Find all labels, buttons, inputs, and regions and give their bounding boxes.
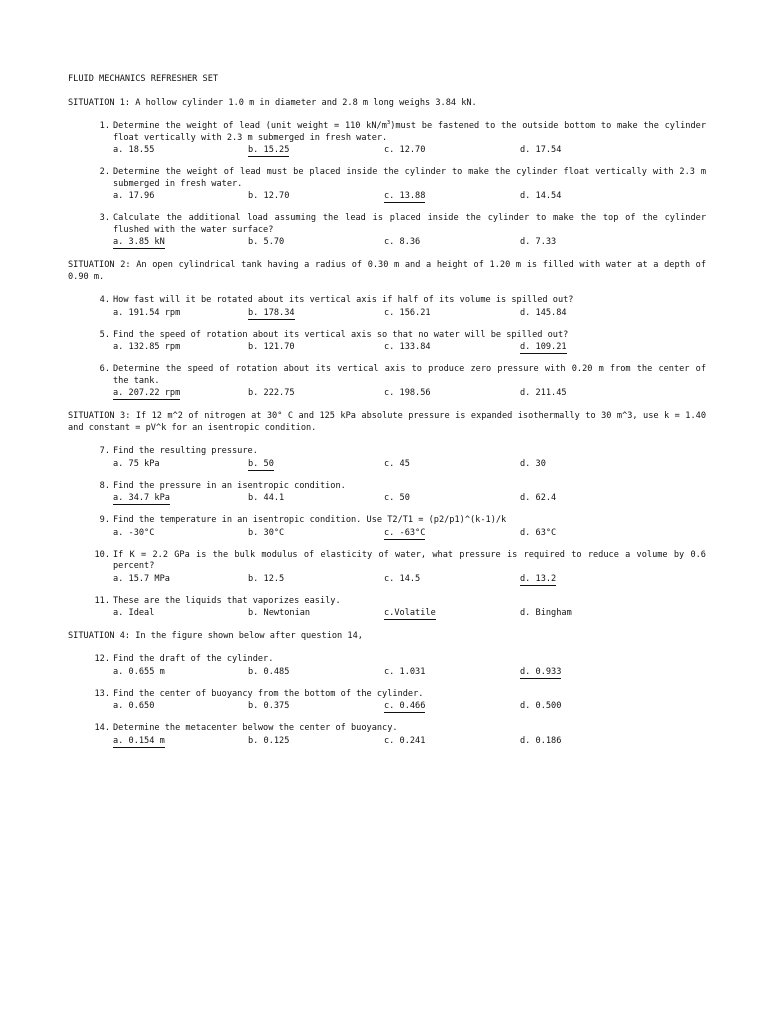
question-item (68, 723, 706, 747)
answer-choice: d. 211.45 (520, 388, 567, 398)
correct-answer-choice: c.Volatile (384, 608, 436, 618)
question-text: Determine the weight of lead must be placed inside the cylinder to make the cylinder float vertically with 2.3 m submerged in fresh water. (113, 167, 706, 189)
correct-answer-choice: d. 109.21 (520, 342, 567, 352)
question-text: Determine the speed of rotation about its vertical axis to produce zero pressure with 0.20 m from the center of the tank. (113, 364, 706, 386)
answer-choice: c. 50 (384, 493, 410, 503)
question-number: 1. (99, 121, 110, 131)
question-text: Find the temperature in an isentropic condition. Use T2/T1 = (p2/p1)^(k-1)/k (113, 515, 507, 525)
answer-choice: a. 0.650 (113, 701, 155, 711)
answer-choice: a. 18.55 (113, 145, 155, 155)
answer-choices (113, 666, 706, 678)
answer-choice: a. 191.54 rpm (113, 307, 181, 318)
question-number: 7. (99, 446, 110, 456)
answer-choice: b. 30°C (248, 527, 285, 538)
answer-choice: c. 0.241 (384, 735, 426, 746)
question-number: 2. (99, 167, 110, 177)
answer-choice: a. 132.85 rpm (113, 342, 181, 352)
answer-choice: b. 121.70 (248, 342, 295, 352)
question-number: 5. (99, 329, 110, 340)
document-body (68, 97, 706, 747)
question-text: How fast will it be rotated about its vertical axis if half of its volume is spilled out? (113, 295, 574, 305)
answer-choice: a. 75 kPa (113, 458, 160, 469)
answer-choice: c. 45 (384, 458, 410, 469)
answer-choice: c. 133.84 (384, 342, 431, 352)
answer-choice: b. 5.70 (248, 237, 285, 247)
answer-choice: b. 0.125 (248, 735, 290, 746)
correct-answer-choice: d. 13.2 (520, 573, 557, 584)
question-number: 14. (94, 723, 110, 733)
correct-answer-choice: a. 3.85 kN (113, 237, 165, 247)
question-item (68, 213, 706, 248)
question-number: 8. (99, 480, 110, 491)
answer-choices (113, 190, 706, 202)
question-item (68, 446, 706, 470)
correct-answer-choice: d. 0.933 (520, 666, 562, 677)
answer-choice: d. 14.54 (520, 191, 562, 201)
answer-choices (113, 607, 706, 619)
question-item (68, 481, 706, 505)
answer-choice: d. 63°C (520, 527, 557, 538)
answer-choices (113, 527, 706, 539)
correct-answer-choice: a. 34.7 kPa (113, 493, 170, 503)
answer-choice: a. Ideal (113, 608, 155, 618)
correct-answer-choice: b. 50 (248, 458, 274, 469)
answer-choice: b. Newtonian (248, 608, 311, 618)
question-item (68, 596, 706, 620)
answer-choice: a. 15.7 MPa (113, 573, 170, 584)
document-page (68, 73, 706, 747)
answer-choices (113, 387, 706, 399)
answer-choice: c. 14.5 (384, 573, 421, 584)
question-text: Find the pressure in an isentropic condition. (113, 480, 346, 491)
answer-choice: d. Bingham (520, 608, 572, 618)
answer-choices (113, 700, 706, 712)
answer-choice: c. 198.56 (384, 388, 431, 398)
question-number: 4. (99, 295, 110, 305)
answer-choice: b. 0.375 (248, 701, 290, 711)
answer-choice: c. 1.031 (384, 666, 426, 677)
answer-choices (113, 735, 706, 747)
question-text: Find the draft of the cylinder. (113, 654, 274, 664)
question-number: 3. (99, 213, 110, 223)
correct-answer-choice: a. 0.154 m (113, 735, 165, 746)
question-item (68, 330, 706, 354)
answer-choices (113, 341, 706, 353)
answer-choice: d. 17.54 (520, 145, 562, 155)
answer-choices (113, 144, 706, 156)
answer-choice: a. -30°C (113, 527, 155, 538)
answer-choice: b. 0.485 (248, 666, 290, 677)
question-item (68, 121, 706, 156)
question-item (68, 295, 706, 319)
question-text: If K = 2.2 GPa is the bulk modulus of elasticity of water, what pressure is required to reduce a volume by 0.6 percent? (113, 549, 706, 571)
question-text: Calculate the additional load assuming the lead is placed inside the cylinder to make the top of the cylinder flushed with the water surface? (113, 213, 706, 235)
question-item (68, 550, 706, 585)
answer-choice: d. 0.186 (520, 735, 562, 746)
situation-heading: SITUATION 4: In the figure shown below after question 14, (68, 631, 363, 641)
document-title: FLUID MECHANICS REFRESHER SET (68, 74, 219, 84)
question-number: 12. (94, 654, 110, 664)
answer-choices (113, 573, 706, 585)
question-item (68, 689, 706, 713)
correct-answer-choice: c. -63°C (384, 527, 426, 538)
answer-choices (113, 458, 706, 470)
question-number: 11. (94, 595, 110, 606)
question-item (68, 167, 706, 202)
answer-choice: b. 12.5 (248, 573, 285, 584)
answer-choice: b. 12.70 (248, 191, 290, 201)
answer-choice: d. 30 (520, 458, 546, 469)
answer-choices (113, 307, 706, 319)
answer-choice: d. 145.84 (520, 307, 567, 318)
correct-answer-choice: c. 0.466 (384, 701, 426, 711)
situation-heading: SITUATION 1: A hollow cylinder 1.0 m in diameter and 2.8 m long weighs 3.84 kN. (68, 98, 477, 108)
question-text: These are the liquids that vaporizes easily. (113, 595, 341, 606)
question-text: Determine the weight of lead (unit weight = 110 $kN/m^3)must$ be fastened to the outside bottom to make the cylinder float vertically with 2.3 m submerged in fresh water. (113, 120, 706, 143)
question-number: 6. (99, 364, 110, 374)
question-text: Find the speed of rotation about its vertical axis so that no water will be spilled out? (113, 329, 569, 340)
answer-choice: d. 0.500 (520, 701, 562, 711)
answer-choice: c. 156.21 (384, 307, 431, 318)
question-number: 13. (94, 688, 110, 699)
correct-answer-choice: b. 178.34 (248, 307, 295, 318)
question-item (68, 364, 706, 399)
question-text: Find the center of buoyancy from the bottom of the cylinder. (113, 688, 424, 699)
situation-heading: SITUATION 3: If 12 m^2 of nitrogen at 30° C and 125 kPa absolute pressure is expanded isothermally to 30 m^3, use k = 1.40 and constant = pV^k for an isentropic condition. (68, 411, 706, 433)
correct-answer-choice: c. 13.88 (384, 191, 426, 201)
answer-choice: b. 44.1 (248, 493, 285, 503)
question-text: Determine the metacenter belwow the center of buoyancy. (113, 723, 398, 733)
answer-choices (113, 492, 706, 504)
correct-answer-choice: a. 207.22 rpm (113, 388, 181, 398)
answer-choice: d. 7.33 (520, 237, 557, 247)
answer-choice: b. 222.75 (248, 388, 295, 398)
answer-choice: a. 17.96 (113, 191, 155, 201)
answer-choice: d. 62.4 (520, 493, 557, 503)
answer-choice: c. 8.36 (384, 237, 421, 247)
correct-answer-choice: b. 15.25 (248, 145, 290, 155)
question-number: 10. (94, 549, 110, 560)
question-number: 9. (99, 515, 110, 525)
question-item (68, 515, 706, 539)
question-text: Find the resulting pressure. (113, 446, 258, 456)
situation-heading: SITUATION 2: An open cylindrical tank having a radius of 0.30 m and a height of 1.20 m is filled with water at a depth of 0.90 m. (68, 260, 706, 282)
question-item (68, 654, 706, 678)
answer-choice: c. 12.70 (384, 145, 426, 155)
answer-choice: a. 0.655 m (113, 666, 165, 677)
answer-choices (113, 236, 706, 248)
